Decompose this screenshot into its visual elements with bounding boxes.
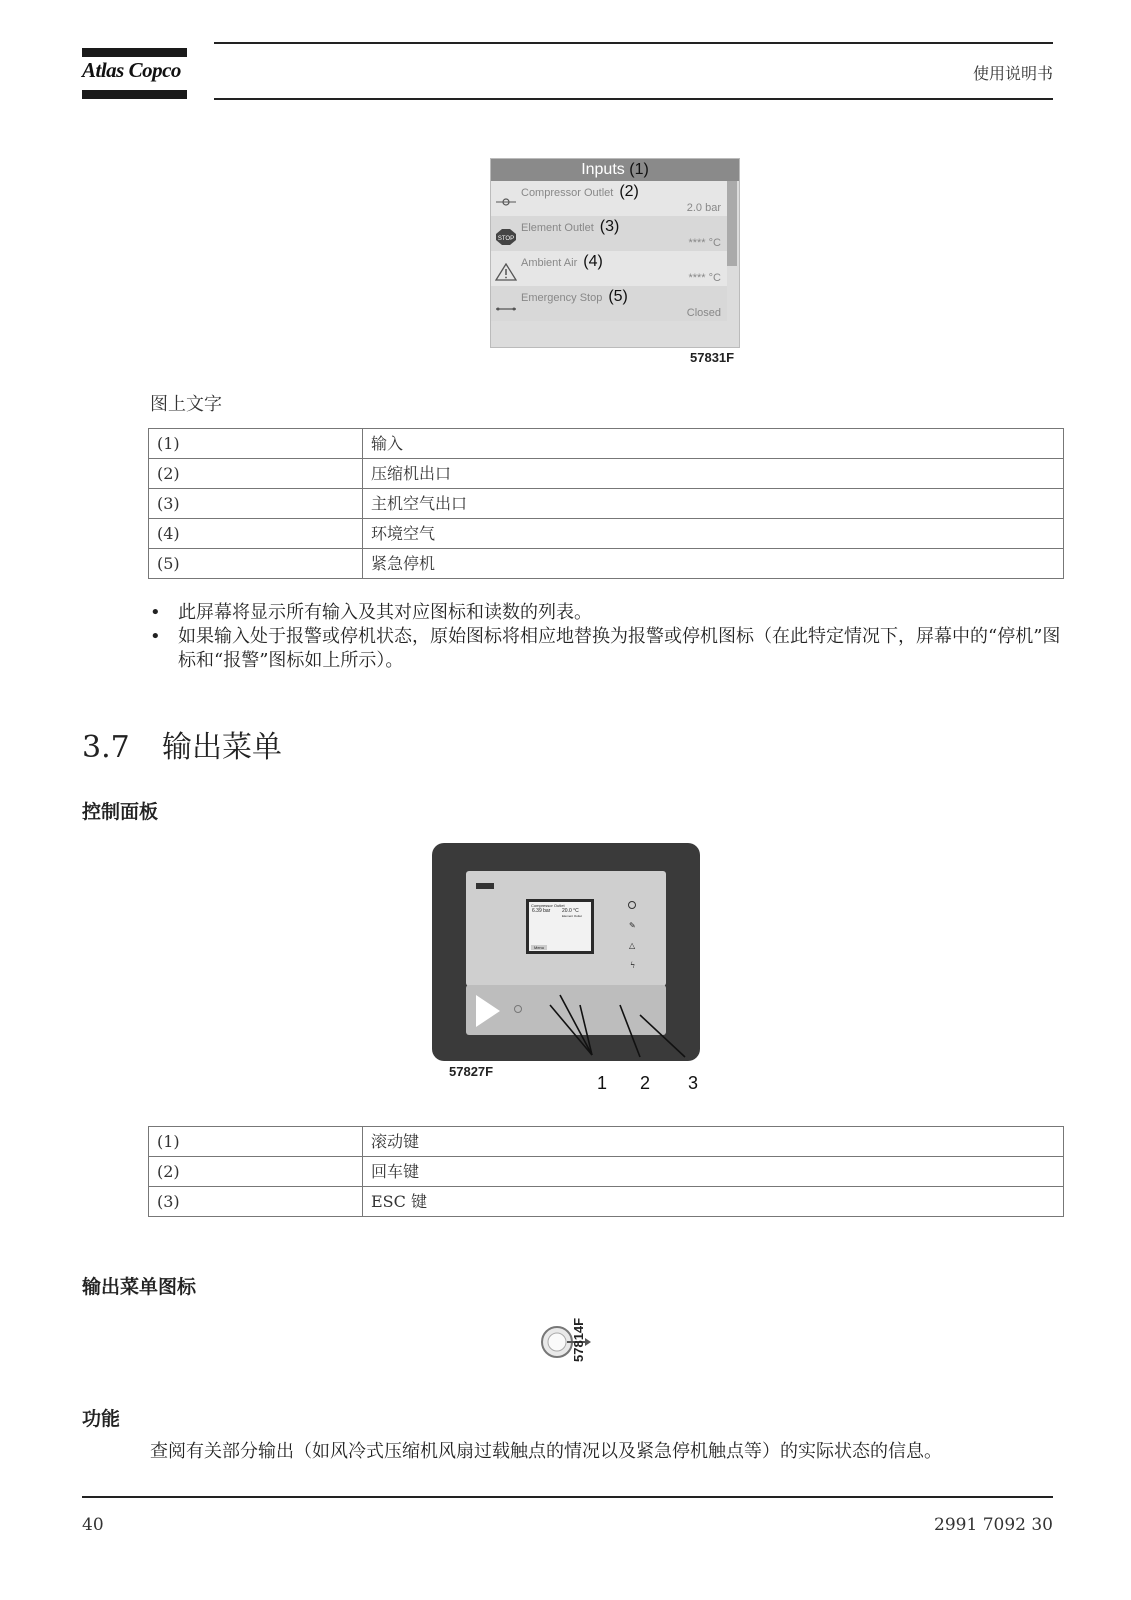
logo-bar-top [82,48,187,57]
panel-lcd [526,899,594,954]
table-row: (4) 环境空气 [149,519,1064,549]
callout-scroll-keys: 1 [597,1073,608,1093]
figure-id: 57831F [690,350,735,365]
input-value: **** °C [688,272,721,284]
svg-text:STOP: STOP [497,236,515,242]
doc-number: 2991 7092 30 [934,1515,1053,1535]
table-row: (1) 输入 [149,429,1064,459]
compressor-outlet-icon [495,193,517,211]
logo-bar-bottom [82,90,187,99]
warning-icon [495,263,517,281]
alarm-icon: △ [629,941,636,950]
callout-esc-key: 3 [688,1073,699,1093]
screen-scrollbar [727,181,737,266]
table-row: (1) 滚动键 [149,1127,1064,1157]
input-value: 2.0 bar [686,202,721,214]
figure-id: 57814F [571,1317,586,1362]
screen-title-text: Inputs [581,161,625,178]
status-icon [628,901,636,909]
page-number: 40 [82,1515,104,1535]
start-button-icon [476,995,500,1027]
panel-logo [476,883,494,889]
panel-lcd-screen: Compressor Outlet 6.39 bar 20.0 °C Element Outlet Menu [529,902,591,951]
input-row [491,216,727,251]
input-row [491,251,727,286]
table-row: (5) 紧急停机 [149,549,1064,579]
section-number: 3.7 [82,730,130,765]
function-text: 查阅有关部分输出（如风冷式压缩机风扇过载触点的情况以及紧急停机触点等）的实际状态的信息。 [150,1441,942,1462]
brand-logo: Atlas Copco [82,58,181,82]
input-row [491,181,727,216]
wrench-icon: ✎ [629,921,636,930]
header-rule-top [214,42,1053,44]
table-row: (3) ESC 键 [149,1187,1064,1217]
legend-table-inputs [148,428,1064,579]
bullet-item: • 如果输入处于报警或停机状态，原始图标将相应地替换为报警或停机图标（在此特定情况下，屏幕中的“停机”图标和“报警”图标如上所示）。 [148,625,1064,673]
section-title: 输出菜单 [162,730,282,765]
stop-icon [495,228,517,246]
input-value: **** °C [688,237,721,249]
table-row: (3) 主机空气出口 [149,489,1064,519]
callout-enter-key: 2 [640,1073,651,1093]
output-menu-icon-heading: 输出菜单图标 [82,1276,197,1298]
input-label: Element Outlet (3) [521,218,620,235]
table-row: (2) 压缩机出口 [149,459,1064,489]
legend-table-keys [148,1126,1064,1217]
panel-face [466,871,666,986]
input-row [491,286,727,321]
input-label: Compressor Outlet (2) [521,183,639,200]
input-value: Closed [686,307,721,319]
function-heading: 功能 [82,1408,121,1430]
bullet-list [148,601,1064,673]
section-heading [82,722,282,766]
figure-id: 57827F [449,1064,494,1079]
footer-rule [82,1496,1053,1498]
input-label: Ambient Air (4) [521,253,603,270]
stop-button-icon [514,1005,522,1013]
header-title: 使用说明书 [972,64,1053,83]
switch-icon [495,298,517,316]
control-panel-heading: 控制面板 [82,801,159,823]
screen-title-callout: (1) [629,161,649,178]
table-row: (2) 回车键 [149,1157,1064,1187]
input-label: Emergency Stop (5) [521,288,628,305]
inputs-screen-figure [490,158,740,348]
figure-caption: 图上文字 [150,394,222,415]
screen-title [491,159,739,181]
header-rule-bottom [214,98,1053,100]
callout-leaders [540,985,710,1085]
power-icon: ϟ [630,961,636,970]
bullet-item: • 此屏幕将显示所有输入及其对应图标和读数的列表。 [148,601,1064,625]
